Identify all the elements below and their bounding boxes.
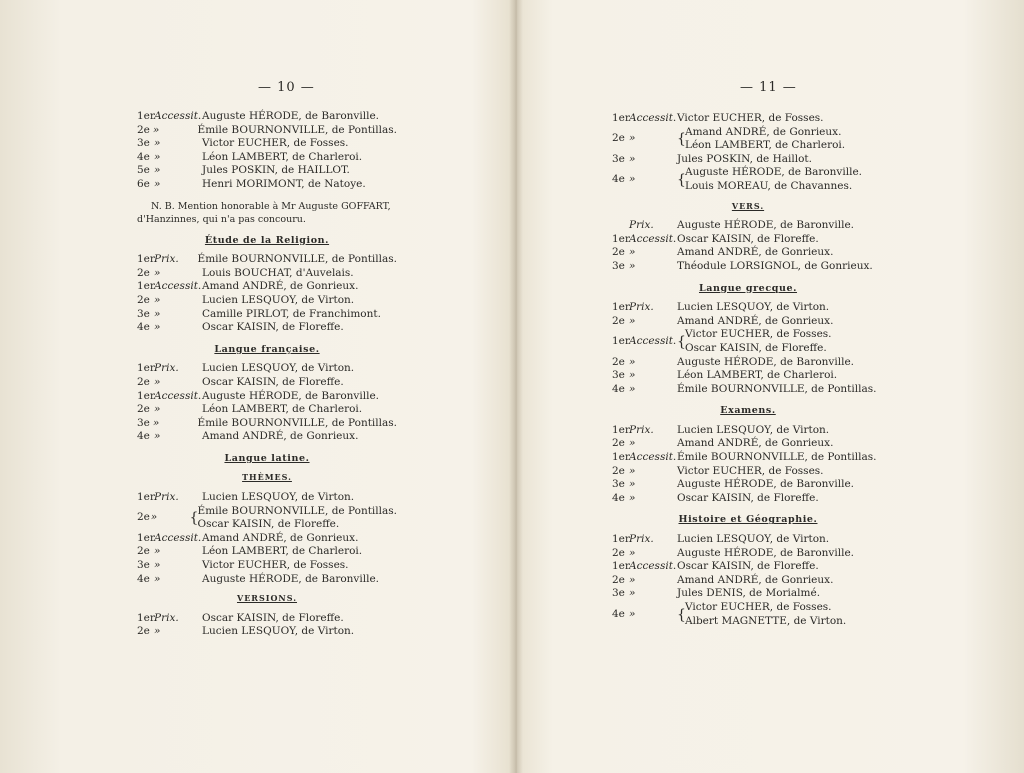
student-name: Auguste HÉRODE, de Baronville.: [202, 389, 379, 402]
vers-list: [612, 219, 884, 273]
french-list: [137, 362, 397, 444]
rank: 2e: [612, 314, 625, 327]
category: »: [154, 307, 161, 320]
list-item: [137, 151, 397, 165]
greek-list: [612, 301, 884, 396]
student-name: Victor EUCHER, de Fosses.: [202, 559, 349, 572]
category: »: [154, 266, 161, 279]
list-item: [612, 478, 884, 492]
category: Prix.: [154, 253, 179, 266]
list-item: [137, 491, 397, 505]
category: Prix.: [154, 491, 179, 504]
category: Accessit.: [629, 560, 677, 573]
student-name: Léon LAMBERT, de Charleroi.: [685, 139, 846, 152]
category: »: [154, 403, 161, 416]
student-name: Oscar KAISIN, de Floreffe.: [202, 375, 344, 388]
student-name: Victor EUCHER, de Fosses.: [202, 137, 349, 150]
list-item: [137, 308, 397, 322]
list-item: [137, 545, 397, 559]
rank: 1er: [137, 280, 155, 293]
rank: 2e: [137, 266, 150, 279]
student-name: Louis MOREAU, de Chavannes.: [685, 179, 853, 192]
category: »: [629, 355, 636, 368]
list-item: [137, 137, 397, 151]
category: »: [154, 293, 161, 306]
student-name: Auguste HÉRODE, de Baronville.: [677, 355, 854, 368]
student-name: Amand ANDRÉ, de Gonrieux.: [202, 430, 359, 443]
rank: 3e: [612, 369, 625, 382]
rank: 2e: [137, 545, 150, 558]
student-name: Oscar KAISIN, de Floreffe.: [677, 232, 819, 245]
student-name: Lucien LESQUOY, de Virton.: [202, 625, 355, 638]
student-name: Léon LAMBERT, de Charleroi.: [677, 369, 838, 382]
category: Prix.: [629, 301, 654, 314]
rank: 4e: [137, 572, 150, 585]
student-name: Auguste HÉRODE, de Baronville.: [677, 219, 854, 232]
list-item: [137, 625, 397, 639]
page-number: — 10 —: [258, 80, 315, 95]
list-item: [612, 492, 884, 506]
tie-bracket: {: [677, 333, 686, 350]
list-item: [612, 301, 884, 315]
rank: 4e: [612, 173, 625, 186]
student-name: Émile BOURNONVILLE, de Pontillas.: [197, 504, 397, 517]
list-item: [137, 376, 397, 390]
list-item: [137, 294, 397, 308]
rank: 4e: [137, 321, 150, 334]
category: »: [154, 572, 161, 585]
rank: 4e: [612, 382, 625, 395]
student-name: Auguste HÉRODE, de Baronville.: [202, 110, 379, 122]
student-name: Amand ANDRÉ, de Gonrieux.: [202, 531, 359, 544]
section-heading-french: Langue française.: [214, 343, 320, 355]
student-name: Amand ANDRÉ, de Gonrieux.: [677, 437, 834, 450]
student-name: Lucien LESQUOY, de Virton.: [677, 301, 830, 314]
category: »: [629, 607, 636, 620]
rank: 2e: [612, 437, 625, 450]
student-name: Auguste HÉRODE, de Baronville.: [685, 166, 862, 179]
tied-names: [685, 126, 845, 153]
list-item: [612, 246, 884, 260]
student-name: Oscar KAISIN, de Floreffe.: [202, 321, 344, 334]
tied-names: [685, 166, 862, 193]
rank: 3e: [137, 559, 150, 572]
rank: 1er: [612, 451, 630, 464]
list-item-tied: [612, 328, 884, 355]
rank: 3e: [137, 307, 150, 320]
category: »: [154, 137, 161, 150]
category: »: [629, 152, 636, 165]
rank: 3e: [612, 259, 625, 272]
list-item: [612, 574, 884, 588]
category: »: [629, 259, 636, 272]
list-item: [137, 612, 397, 626]
rank: 2e: [137, 375, 150, 388]
student-name: Jules POSKIN, de HAILLOT.: [202, 164, 350, 177]
student-name: Léon LAMBERT, de Charleroi.: [202, 150, 363, 163]
list-item: [612, 260, 884, 274]
student-name: Léon LAMBERT, de Charleroi.: [202, 403, 363, 416]
list-item: [612, 315, 884, 329]
category: »: [152, 416, 160, 429]
list-item: [137, 532, 397, 546]
category: »: [629, 546, 636, 559]
student-name: Émile BOURNONVILLE, de Pontillas.: [197, 416, 397, 429]
category: »: [629, 369, 636, 382]
student-name: Lucien LESQUOY, de Virton.: [202, 362, 355, 375]
top-list: [612, 112, 884, 194]
rank: 2e: [612, 246, 625, 259]
honorable-mention-note: N. B. Mention honorable à Mr Auguste GOFFART, d'Hanzinnes, qui n'a pas concouru.: [137, 200, 391, 225]
category: Prix.: [629, 423, 654, 436]
category: »: [154, 545, 161, 558]
rank: 1er: [137, 611, 155, 624]
category: Accessit.: [154, 531, 202, 544]
student-name: Oscar KAISIN, de Floreffe.: [197, 518, 340, 531]
student-name: Auguste HÉRODE, de Baronville.: [677, 478, 854, 491]
section-heading-religion: Étude de la Religion.: [204, 234, 330, 246]
section-heading-greek: Langue grecque.: [698, 282, 798, 294]
rank: 2e: [137, 403, 150, 416]
rank: 4e: [137, 150, 150, 163]
student-name: Lucien LESQUOY, de Virton.: [677, 423, 830, 436]
student-name: Oscar KAISIN, de Floreffe.: [685, 341, 827, 354]
list-item: [612, 437, 884, 451]
themes-list: [137, 491, 397, 586]
tied-names: [685, 328, 832, 355]
rank: 3e: [137, 137, 150, 150]
rank: 6e: [137, 177, 150, 190]
rank: 1er: [137, 362, 155, 375]
tie-bracket: {: [677, 606, 686, 623]
list-item: [137, 559, 397, 573]
student-name: Émile BOURNONVILLE, de Pontillas.: [197, 253, 397, 266]
category: »: [629, 173, 636, 186]
category: Accessit.: [629, 335, 677, 348]
category: Accessit.: [629, 232, 677, 245]
category: Accessit.: [629, 451, 677, 464]
rank: 2e: [137, 123, 150, 136]
student-name: Amand ANDRÉ, de Gonrieux.: [677, 314, 834, 327]
rank: 1er: [137, 491, 155, 504]
left-page-content: [137, 110, 397, 639]
category: Accessit.: [154, 389, 202, 402]
top-list: [137, 110, 397, 192]
category: »: [154, 150, 161, 163]
student-name: Henri MORIMONT, de Natoye.: [202, 177, 366, 190]
history-geography-list: [612, 533, 884, 628]
rank: 1er: [612, 301, 630, 314]
student-name: Émile BOURNONVILLE, de Pontillas.: [677, 451, 877, 464]
student-name: Lucien LESQUOY, de Virton.: [202, 293, 355, 306]
list-item-tied: [612, 166, 884, 193]
rank: 1er: [137, 389, 155, 402]
category: »: [629, 382, 636, 395]
category: »: [629, 132, 636, 145]
student-name: Albert MAGNETTE, de Virton.: [685, 614, 847, 627]
list-item-tied: [612, 601, 884, 628]
religion-list: [137, 253, 397, 335]
student-name: Émile BOURNONVILLE, de Pontillas.: [677, 382, 877, 395]
list-item: [612, 424, 884, 438]
list-item: [612, 153, 884, 167]
category: »: [154, 164, 161, 177]
list-item: [137, 124, 397, 138]
tie-bracket: {: [677, 131, 686, 148]
section-heading-exams: Examens.: [720, 405, 776, 417]
list-item: [612, 587, 884, 601]
rank: 2e: [137, 293, 150, 306]
list-item: [612, 547, 884, 561]
exams-list: [612, 424, 884, 506]
student-name: Jules POSKIN, de Haillot.: [677, 152, 812, 165]
list-item: [612, 451, 884, 465]
subheading-versions: VERSIONS.: [236, 593, 298, 604]
rank: 1er: [137, 253, 155, 266]
rank: 2e: [137, 625, 150, 638]
category: »: [629, 464, 636, 477]
rank: 2e: [612, 355, 625, 368]
category: »: [629, 478, 636, 491]
student-name: Jules DENIS, de Morialmé.: [677, 587, 821, 600]
student-name: Amand ANDRÉ, de Gonrieux.: [685, 125, 842, 138]
list-item: [137, 164, 397, 178]
category: »: [152, 123, 160, 136]
student-name: Léon LAMBERT, de Charleroi.: [202, 545, 363, 558]
category: »: [154, 177, 161, 190]
category: »: [154, 625, 161, 638]
category: »: [629, 491, 636, 504]
category: »: [629, 587, 636, 600]
list-item: [137, 178, 397, 192]
list-item: [137, 390, 397, 404]
rank: 2e: [612, 573, 625, 586]
rank: 3e: [612, 152, 625, 165]
list-item: [612, 112, 884, 126]
subheading-vers: VERS.: [731, 200, 765, 211]
category: »: [154, 321, 161, 334]
rank: 3e: [137, 416, 150, 429]
list-item: [137, 417, 397, 431]
category: »: [154, 430, 161, 443]
list-item: [137, 321, 397, 335]
list-item: [612, 465, 884, 479]
category: Prix.: [629, 533, 654, 546]
subheading-themes: THÈMES.: [242, 472, 292, 483]
student-name: Victor EUCHER, de Fosses.: [685, 328, 832, 341]
category: Prix.: [154, 362, 179, 375]
rank: 1er: [612, 423, 630, 436]
student-name: Oscar KAISIN, de Floreffe.: [202, 611, 344, 624]
rank: 1er: [137, 110, 155, 122]
tie-bracket: {: [677, 171, 686, 188]
category: Prix.: [629, 219, 654, 232]
list-item: [612, 560, 884, 574]
tie-bracket: {: [189, 510, 199, 527]
list-item: [612, 369, 884, 383]
student-name: Victor EUCHER, de Fosses.: [677, 112, 824, 124]
student-name: Auguste HÉRODE, de Baronville.: [677, 546, 854, 559]
list-item: [612, 533, 884, 547]
rank: 1er: [612, 533, 630, 546]
rank: 4e: [612, 607, 625, 620]
student-name: Auguste HÉRODE, de Baronville.: [202, 572, 379, 585]
list-item-tied: [137, 505, 397, 532]
category: »: [629, 437, 636, 450]
list-item: [137, 267, 397, 281]
category: Accessit.: [629, 112, 677, 124]
right-page: [520, 0, 1024, 773]
list-item: [137, 280, 397, 294]
section-heading-history-geography: Histoire et Géographie.: [678, 514, 818, 526]
student-name: Camille PIRLOT, de Franchimont.: [202, 307, 381, 320]
category: Accessit.: [154, 110, 202, 122]
category: »: [154, 375, 161, 388]
rank: 1er: [612, 560, 630, 573]
rank: 1er: [612, 335, 630, 348]
tied-names: [198, 505, 397, 532]
student-name: Oscar KAISIN, de Floreffe.: [677, 560, 819, 573]
rank: 3e: [612, 587, 625, 600]
category: »: [154, 559, 161, 572]
list-item: [137, 253, 397, 267]
rank: 5e: [137, 164, 150, 177]
student-name: Amand ANDRÉ, de Gonrieux.: [202, 280, 359, 293]
section-heading-latin: Langue latine.: [224, 452, 310, 464]
rank: 1er: [612, 232, 630, 245]
category: Prix.: [154, 611, 179, 624]
category: »: [150, 511, 158, 524]
rank: 2e: [612, 546, 625, 559]
student-name: Victor EUCHER, de Fosses.: [677, 464, 824, 477]
right-page-content: [612, 112, 884, 628]
category: »: [629, 573, 636, 586]
rank: 2e: [137, 511, 150, 524]
student-name: Amand ANDRÉ, de Gonrieux.: [677, 246, 834, 259]
student-name: Émile BOURNONVILLE, de Pontillas.: [197, 123, 397, 136]
category: »: [629, 314, 636, 327]
student-name: Oscar KAISIN, de Floreffe.: [677, 491, 819, 504]
rank: 4e: [612, 491, 625, 504]
list-item: [612, 233, 884, 247]
rank: 2e: [612, 464, 625, 477]
list-item: [137, 362, 397, 376]
rank: 1er: [137, 531, 155, 544]
rank: 4e: [137, 430, 150, 443]
category: Accessit.: [154, 280, 202, 293]
student-name: Lucien LESQUOY, de Virton.: [677, 533, 830, 546]
student-name: Victor EUCHER, de Fosses.: [685, 601, 832, 613]
tied-names: [685, 601, 846, 628]
list-item: [137, 403, 397, 417]
list-item: [137, 110, 397, 124]
list-item: [137, 430, 397, 444]
list-item: [612, 219, 884, 233]
rank: 2e: [612, 132, 625, 145]
student-name: Louis BOUCHAT, d'Auvelais.: [202, 266, 354, 279]
versions-list: [137, 612, 397, 639]
rank: 1er: [612, 112, 630, 124]
list-item-tied: [612, 126, 884, 153]
page-number: — 11 —: [740, 80, 797, 95]
list-item: [612, 356, 884, 370]
list-item: [137, 573, 397, 587]
student-name: Théodule LORSIGNOL, de Gonrieux.: [677, 259, 873, 272]
list-item: [612, 383, 884, 397]
rank: 3e: [612, 478, 625, 491]
student-name: Amand ANDRÉ, de Gonrieux.: [677, 573, 834, 586]
category: »: [629, 246, 636, 259]
student-name: Lucien LESQUOY, de Virton.: [202, 491, 355, 504]
